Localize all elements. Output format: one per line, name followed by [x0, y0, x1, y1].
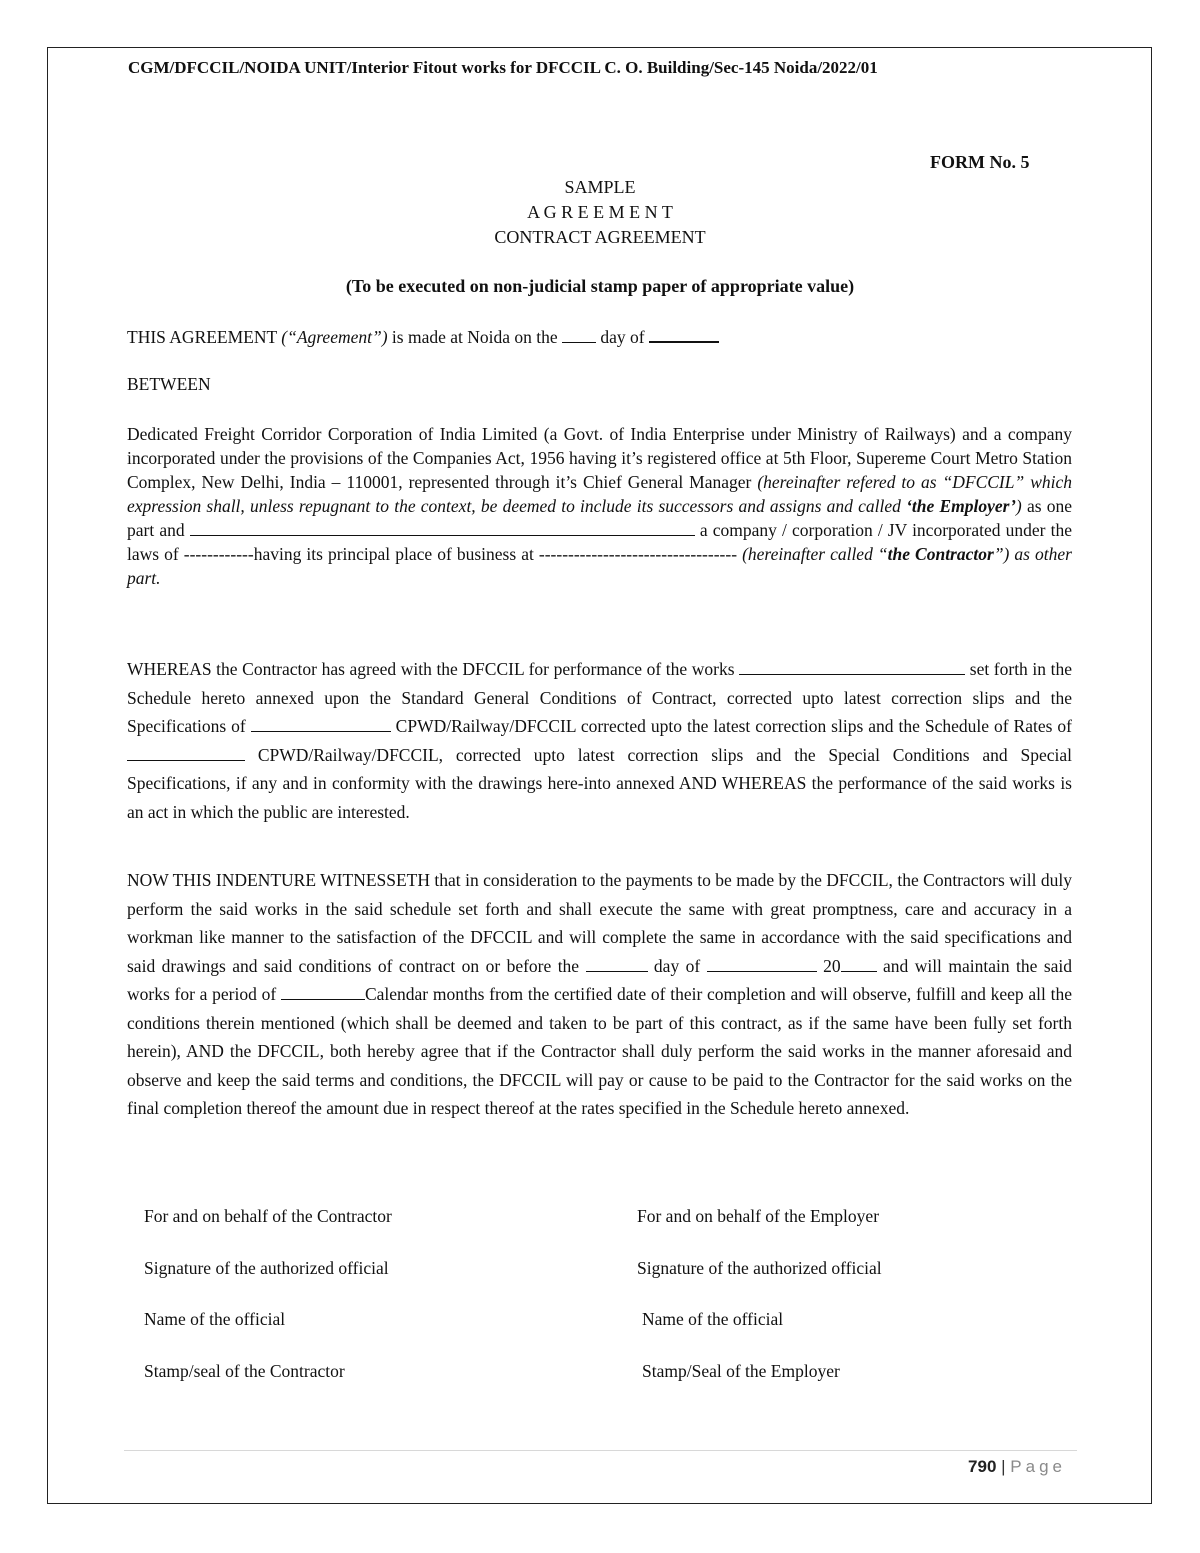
whereas-text-4: CPWD/Railway/DFCCIL, corrected upto latest correction slips and the Special Conditions and Special Specifications, if any and in conformity with the drawings here-into annexed AND WHEREAS the performance of the said works is an act in which the public are interested. — [127, 744, 1072, 822]
completion-year-blank — [841, 957, 877, 972]
employer-definition-text: (hereinafter refered to as “DFCCIL” which expression shall, unless repugnant to the context, be deemed to include its successors and assigns and called — [127, 472, 1072, 516]
contractor-description: a company / corporation / JV incorporated under the laws of ------------having its principal place of business at ---------------------------------- — [127, 520, 1072, 564]
contractor-definition-text: (hereinafter called “ — [742, 544, 888, 564]
whereas-text-3: CPWD/Railway/DFCCIL corrected upto the latest correction slips and the Schedule of Rates of — [390, 716, 1072, 736]
employer-behalf-label: For and on behalf of the Employer — [637, 1206, 880, 1226]
title-agreement: A G R E E M E N T — [527, 202, 673, 222]
page-word: Page — [1010, 1457, 1066, 1476]
footer-divider — [124, 1450, 1077, 1451]
witnesseth-text-2: day of — [647, 955, 707, 976]
intro-agreement-term: (“Agreement”) — [281, 327, 388, 347]
schedule-of-rates-blank — [127, 746, 245, 761]
page-number — [968, 1457, 1066, 1477]
contractor-stamp-label: Stamp/seal of the Contractor — [144, 1361, 345, 1381]
intro-text-d: day of — [596, 327, 650, 347]
intro-paragraph — [127, 325, 1072, 349]
whereas-text-1: WHEREAS the Contractor has agreed with the DFCCIL for performance of the works — [127, 659, 740, 679]
employer-description: Dedicated Freight Corridor Corporation of India Limited (a Govt. of India Enterprise under Ministry of Railways) and a company incorporated under the provisions of the Companies Act, 1956 having it’s registered office at 5th Floor, Supereme Court Metro Station Complex, New Delhi, India – 110001, represented through it’s Chief General Manager — [127, 424, 1072, 492]
works-name-blank — [739, 660, 965, 675]
contractor-official-name-label: Name of the official — [144, 1309, 286, 1329]
page-number-value: 790 — [968, 1457, 997, 1476]
stamp-paper-note: (To be executed on non-judicial stamp paper of appropriate value) — [345, 276, 855, 296]
witnesseth-paragraph — [127, 866, 1072, 1123]
completion-day-blank — [586, 957, 648, 972]
one-part-text: as one part and — [127, 496, 1072, 540]
contractor-name-blank — [190, 521, 695, 536]
parties-paragraph — [127, 422, 1072, 590]
between-label: BETWEEN — [127, 374, 211, 394]
month-blank — [649, 327, 719, 343]
form-number: FORM No. 5 — [930, 152, 1030, 172]
employer-official-name-label: Name of the official — [642, 1309, 784, 1329]
employer-stamp-label: Stamp/Seal of the Employer — [642, 1361, 840, 1381]
contractor-term: the Contractor — [887, 544, 994, 564]
employer-term: ‘the Employer’ — [906, 496, 1016, 516]
maintenance-months-blank — [281, 985, 365, 1000]
whereas-paragraph — [127, 655, 1072, 826]
witnesseth-text-1: NOW THIS INDENTURE WITNESSETH that in consideration to the payments to be made by the DFCCIL, the Contractors will duly perform the said works in the said schedule set forth and shall execute the same with great promptness, care and accuracy in a workman like manner to the satisfaction of the DFCCIL and will complete the same in accordance with the said specifications and said drawings and said conditions of contract on or before the — [127, 870, 1072, 976]
completion-month-blank — [707, 957, 817, 972]
title-contract-agreement: CONTRACT AGREEMENT — [494, 227, 706, 247]
specifications-blank — [251, 717, 391, 732]
document-reference-header: CGM/DFCCIL/NOIDA UNIT/Interior Fitout works for DFCCIL C. O. Building/Sec-145 Noida/2022/01 — [128, 58, 878, 77]
intro-text-c: is made at Noida on the — [387, 327, 563, 347]
day-blank — [562, 328, 596, 343]
contractor-behalf-label: For and on behalf of the Contractor — [144, 1206, 392, 1226]
employer-signature-label: Signature of the authorized official — [637, 1258, 882, 1278]
whereas-text-2: set forth in the Schedule hereto annexed upon the Standard General Conditions of Contract, corrected upto latest correction slips and the Specifications of — [127, 659, 1072, 736]
page-separator: | — [996, 1457, 1011, 1476]
witnesseth-text-5: Calendar months from the certified date of their completion and will observe, fulfill and keep all the conditions therein mentioned (which shall be deemed and taken to be part of this contract, as if the same have been fully set forth herein), AND the DFCCIL, both hereby agree that if the Contractor shall duly perform the said works in the manner aforesaid and observe and keep the said terms and conditions, the DFCCIL will pay or cause to be paid to the Contractor for the said works on the final completion thereof the amount due in respect thereof at the rates specified in the Schedule hereto annexed. — [127, 984, 1073, 1118]
title-sample: SAMPLE — [564, 177, 636, 197]
contractor-signature-label: Signature of the authorized official — [144, 1258, 389, 1278]
employer-definition-close: ) — [1015, 496, 1022, 516]
witnesseth-text-4: and will maintain the said works for a period of — [127, 955, 1073, 1004]
witnesseth-text-3: 20 — [816, 955, 841, 976]
contractor-definition-close: ”) as other part. — [127, 544, 1072, 588]
intro-text-a: THIS AGREEMENT — [127, 327, 282, 347]
